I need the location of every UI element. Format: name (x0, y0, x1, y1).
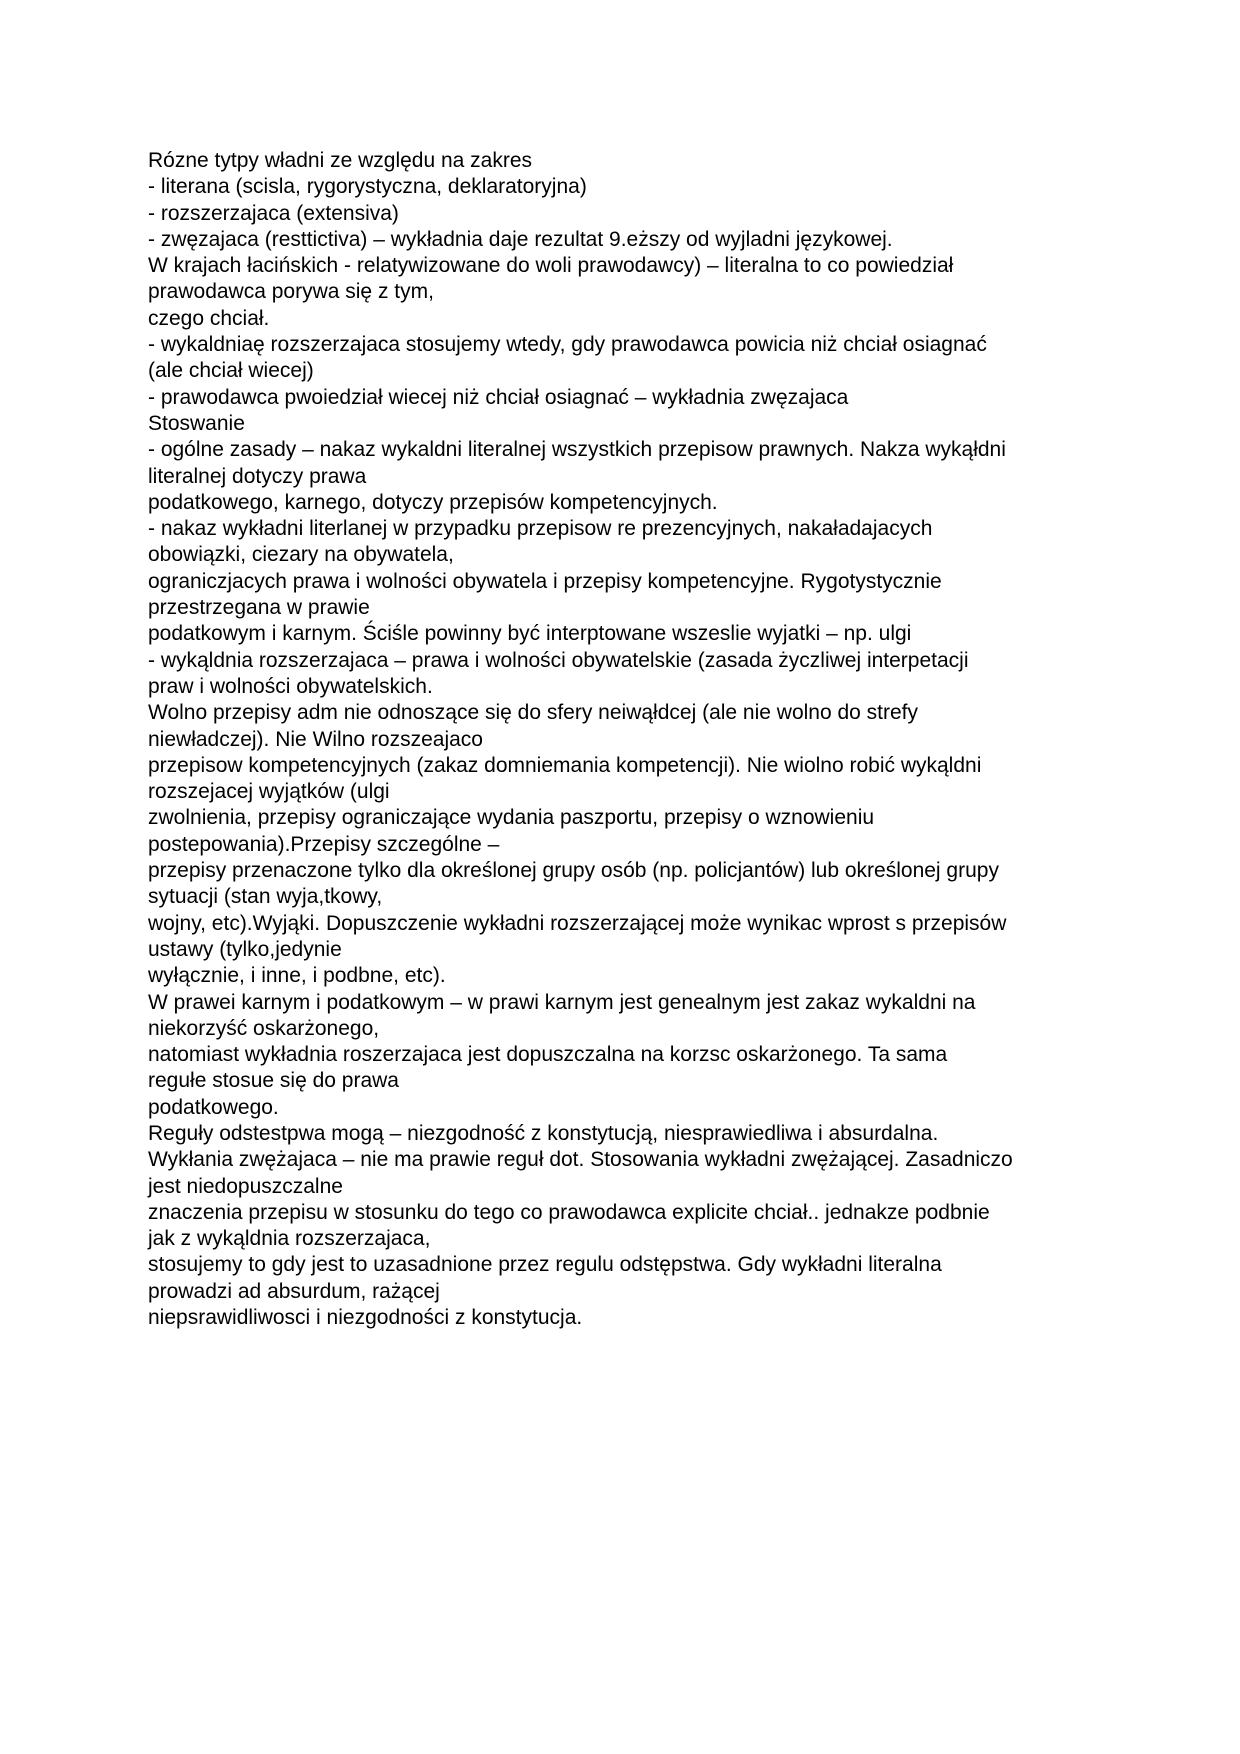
text-line: niewładczej). Nie Wilno rozszeajaco (148, 727, 483, 751)
text-line: wyłącznie, i inne, i podbne, etc). (148, 964, 446, 988)
text-line: prawodawca porywa się z tym, (148, 280, 434, 304)
text-line: podatkowym i karnym. Ściśle powinny być interptowane wszeslie wyjatki – np. ulgi (148, 622, 912, 646)
text-line: przepisow kompetencyjnych (zakaz domniemania kompetencji). Nie wiolno robić wykąldni (148, 753, 982, 777)
text-line: rozszejacej wyjątków (ulgi (148, 780, 390, 804)
text-line: - wykaldniaę rozszerzajaca stosujemy wtedy, gdy prawodawca powicia niż chciał osiagnać (148, 333, 987, 357)
section-heading-line: Stoswanie (148, 411, 245, 435)
text-line: W krajach łacińskich - relatywizowane do woli prawodawcy) – literalna to co powiedział (148, 254, 954, 278)
text-line: - rozszerzajaca (extensiva) (148, 201, 399, 225)
text-line: sytuacji (stan wyja,tkowy, (148, 885, 383, 909)
text-line: czego chciał. (148, 306, 270, 330)
text-line: - literana (scisla, rygorystyczna, deklaratoryjna) (148, 175, 587, 199)
text-line: (ale chciał wiecej) (148, 359, 314, 383)
text-line: regułe stosue się do prawa (148, 1069, 399, 1093)
text-line: natomiast wykładnia roszerzajaca jest dopuszczalna na korzsc oskarżonego. Ta sama (148, 1043, 948, 1067)
text-line: ograniczjacych prawa i wolności obywatela i przepisy kompetencyjne. Rygotystycznie (148, 569, 942, 593)
text-line: zwolnienia, przepisy ograniczające wydania paszportu, przepisy o wznowieniu (148, 806, 875, 830)
text-line: - prawodawca pwoiedział wiecej niż chciał osiagnać – wykładnia zwęzajaca (148, 385, 849, 409)
text-line: znaczenia przepisu w stosunku do tego co prawodawca explicite chciał.. jednakze podbnie (148, 1200, 990, 1224)
text-line: wojny, etc).Wyjąki. Dopuszczenie wykładni rozszerzającej może wynikac wprost s przepisów (148, 911, 1007, 935)
text-line: podatkowego. (148, 1095, 279, 1119)
text-line: stosujemy to gdy jest to uzasadnione przez regulu odstępstwa. Gdy wykładni literalna (148, 1253, 942, 1277)
text-line: Reguły odstestpwa mogą – niezgodność z konstytucją, niesprawiedliwa i absurdalna. (148, 1121, 939, 1145)
text-line: prowadzi ad absurdum, rażącej (148, 1279, 440, 1303)
text-line: - nakaz wykładni literlanej w przypadku przepisow re prezencyjnych, nakaładajacych (148, 517, 933, 541)
text-line: obowiązki, ciezary na obywatela, (148, 543, 454, 567)
text-line: ustawy (tylko,jedynie (148, 937, 342, 961)
text-line: W prawei karnym i podatkowym – w prawi karnym jest genealnym jest zakaz wykaldni na (148, 990, 976, 1014)
text-line: przepisy przenaczone tylko dla określonej grupy osób (np. policjantów) lub określonej grupy (148, 859, 999, 883)
text-line: postepowania).Przepisy szczególne – (148, 832, 500, 856)
text-line: Wolno przepisy adm nie odnoszące się do sfery neiwąłdcej (ale nie wolno do strefy (148, 701, 919, 725)
text-line: jak z wykąldnia rozszerzajaca, (148, 1227, 431, 1251)
text-line: - wykąldnia rozszerzajaca – prawa i wolności obywatelskie (zasada życzliwej interpetacji (148, 648, 969, 672)
text-line: - ogólne zasady – nakaz wykaldni literalnej wszystkich przepisow prawnych. Nakza wykąłdni (148, 438, 1006, 462)
text-line: przestrzegana w prawie (148, 596, 370, 620)
text-line: niekorzyść oskarżonego, (148, 1016, 380, 1040)
text-line: praw i wolności obywatelskich. (148, 674, 433, 698)
text-line: niepsrawidliwosci i niezgodności z konstytucja. (148, 1306, 583, 1330)
text-line: Wykłania zwężajaca – nie ma prawie reguł dot. Stosowania wykładni zwężającej. Zasadniczo (148, 1148, 1013, 1172)
text-line: literalnej dotyczy prawa (148, 464, 367, 488)
text-line: jest niedopuszczalne (148, 1174, 343, 1198)
document-body (148, 148, 1108, 1331)
heading-line: Rózne tytpy władni ze względu na zakres (148, 149, 533, 172)
text-line: - zwęzajaca (resttictiva) – wykładnia daje rezultat 9.eższy od wyjladni językowej. (148, 227, 893, 251)
text-line: podatkowego, karnego, dotyczy przepisów kompetencyjnych. (148, 490, 718, 514)
